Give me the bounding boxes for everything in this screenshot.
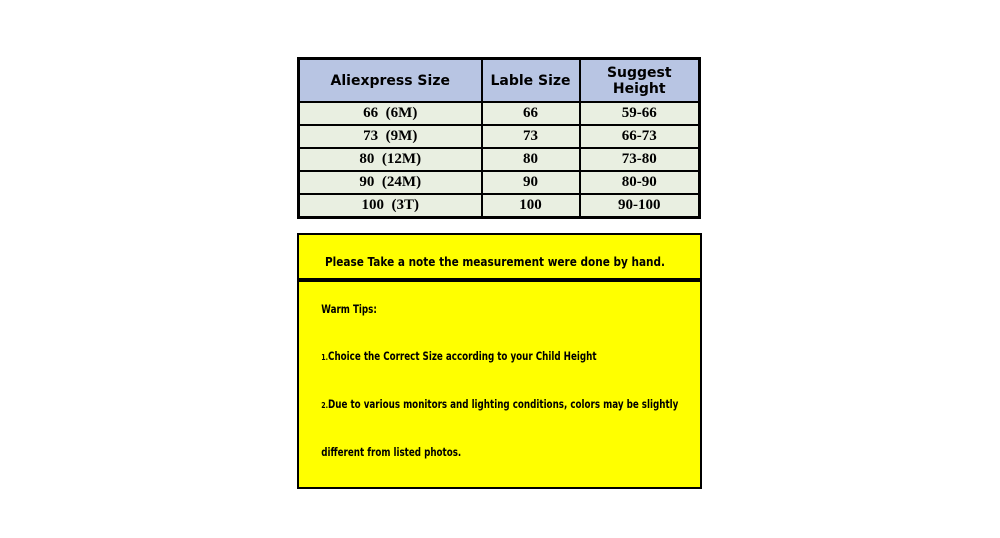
- suggest-height-cell: 80-90: [580, 171, 700, 194]
- aliexpress-size-cell: 100 (3T): [299, 194, 482, 218]
- lable-size-cell: 100: [482, 194, 580, 218]
- lable-size-cell: 73: [482, 125, 580, 148]
- suggest-height-cell: 66-73: [580, 125, 700, 148]
- table-row: [299, 171, 700, 194]
- warm-tips-box: [297, 280, 702, 489]
- table-header-row: [299, 59, 700, 103]
- lable-size-cell: 90: [482, 171, 580, 194]
- tip-number: 1.: [321, 351, 329, 362]
- lable-size-cell: 66: [482, 102, 580, 125]
- tip-line: [303, 429, 702, 477]
- warm-tips-title: Warm Tips:: [321, 301, 377, 316]
- tip-text: different from listed photos.: [321, 445, 462, 460]
- table-row: [299, 148, 700, 171]
- tip-text: Choice the Correct Size according to your Child Height: [328, 348, 597, 363]
- lable-size-cell: 80: [482, 148, 580, 171]
- aliexpress-size-cell: 73 (9M): [299, 125, 482, 148]
- table-row: [299, 194, 700, 218]
- tip-line: [303, 381, 702, 429]
- aliexpress-size-cell: 66 (6M): [299, 102, 482, 125]
- suggest-height-cell: 59-66: [580, 102, 700, 125]
- tip-line: [303, 477, 702, 489]
- table-row: [299, 125, 700, 148]
- suggest-height-cell: 73-80: [580, 148, 700, 171]
- aliexpress-size-cell: 80 (12M): [299, 148, 482, 171]
- table-row: [299, 102, 700, 125]
- size-table: [297, 57, 701, 219]
- tip-text: Due to various monitors and lighting conditions, colors may be slightly: [328, 396, 679, 411]
- suggest-height-cell: 90-100: [580, 194, 700, 218]
- tip-number: 2.: [321, 399, 329, 410]
- note-line-1: [303, 238, 702, 280]
- col-header-lable-size: Lable Size: [482, 59, 580, 103]
- col-header-suggest-height: Suggest Height: [580, 59, 700, 103]
- aliexpress-size-cell: 90 (24M): [299, 171, 482, 194]
- tip-line: [303, 333, 702, 381]
- measurement-note-box: [297, 233, 702, 280]
- note-text: Please Take a note the measurement were done by hand.: [324, 254, 666, 269]
- col-header-aliexpress-size: Aliexpress Size: [299, 59, 482, 103]
